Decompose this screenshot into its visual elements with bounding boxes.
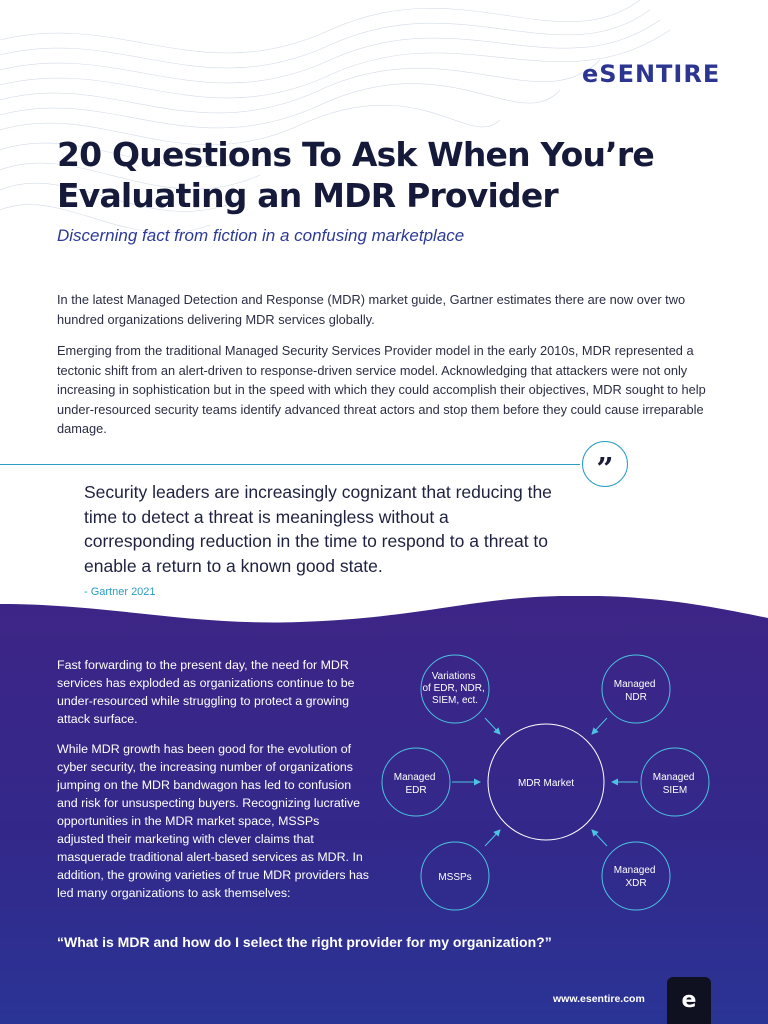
quote-divider <box>0 464 580 465</box>
node-xdr-circle <box>602 842 670 910</box>
body-paragraph-1: Fast forwarding to the present day, the need for MDR services has exploded as organizations continue to be under-resourced while struggling to protect a growing attack surface. <box>57 658 355 726</box>
esentire-e-badge-icon: e <box>667 977 711 1024</box>
node-mssps-label: MSSPs <box>438 872 472 883</box>
page-title: 20 Questions To Ask When You’re Evaluating an MDR Provider <box>57 135 654 215</box>
node-ndr-label: Managed NDR <box>613 679 656 703</box>
quote-mark-icon: ” <box>582 441 628 487</box>
pull-quote: Security leaders are increasingly cognizant that reducing the time to detect a threat is meaningless without a corresponding reduction in the time to respond to a threat to enable a return to a known good state. <box>84 482 552 576</box>
intro-paragraph-1: In the latest Managed Detection and Response (MDR) market guide, Gartner estimates there are now over two hundred organizations delivering MDR services globally. <box>57 292 686 327</box>
node-variations-label: Variations of EDR, NDR, SIEM, ect. <box>422 671 485 706</box>
closing-question: “What is MDR and how do I select the right provider for my organization?” <box>57 934 552 950</box>
diagram-center-label: MDR Market <box>517 778 575 789</box>
node-siem-label: Managed SIEM <box>652 772 695 796</box>
arrow-xdr <box>592 830 607 846</box>
body-paragraph-2: While MDR growth has been good for the evolution of cyber security, the increasing number of organizations jumping on the MDR bandwagon has led to confusion and risk for unsuspecting buyers. Recognizing lucrative opportunities in the MDR market space, MSSPs adjusted their marketing with clever claims that masquerade traditional alert-based services as MDR. In addition, the growing varieties of true MDR providers has led many organizations to ask themselves: <box>57 742 369 900</box>
node-edr-label: Managed EDR <box>393 772 436 796</box>
intro-paragraph-2: Emerging from the traditional Managed Security Services Provider model in the early 2010s, MDR represented a tectonic shift from an alert-driven to response-driven service model. Acknowledging that attackers were not only increasing in sophistication but in the speed with which they could accomplish their objectives, MDR sought to help under-resourced security teams identify advanced threat actors and stop them before they could cause irreparable damage. <box>57 343 706 436</box>
arrow-ndr <box>592 718 607 734</box>
page-subtitle: Discerning fact from fiction in a confusing marketplace <box>57 226 465 245</box>
node-xdr-label: Managed XDR <box>613 865 656 889</box>
arrow-mssps <box>485 830 500 846</box>
mdr-market-diagram <box>370 640 730 920</box>
esentire-logo: eSENTIRE <box>582 60 721 88</box>
arrow-variations <box>485 718 500 734</box>
website-link[interactable]: www.esentire.com <box>553 993 645 1005</box>
quote-attribution: - Gartner 2021 <box>84 586 156 598</box>
